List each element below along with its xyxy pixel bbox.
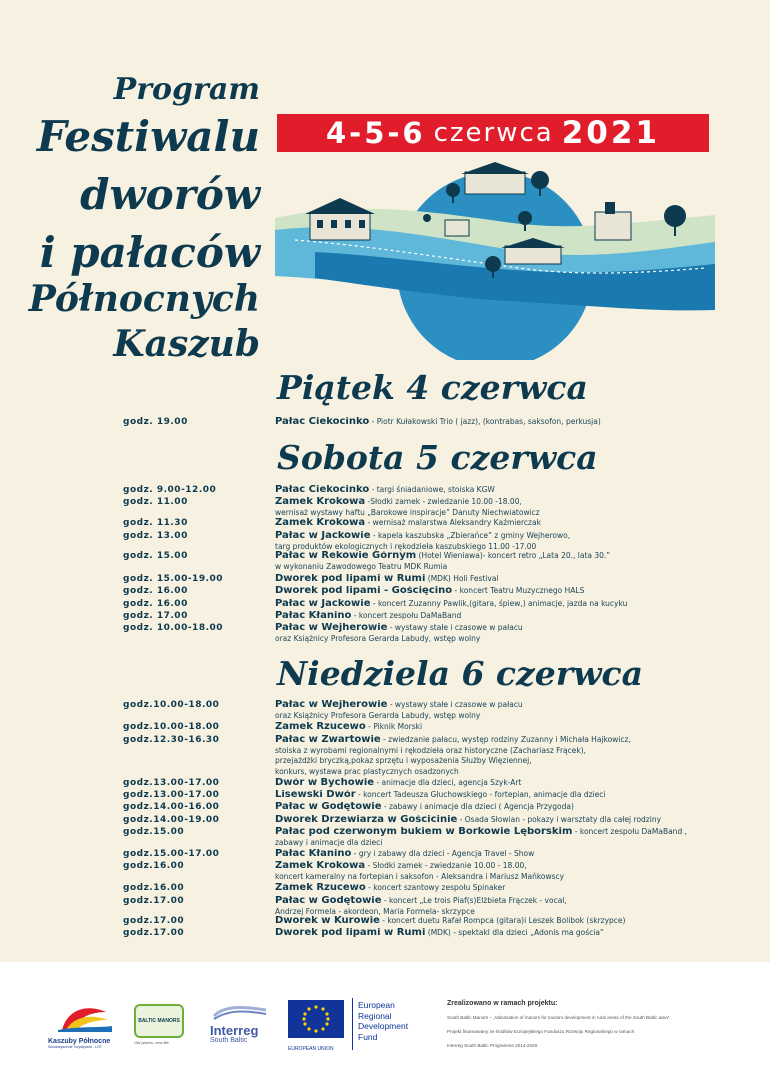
event-description: - Słodki zamek - zwiedzanie 10.00 - 18.00, [365, 861, 527, 870]
title-i-palacow: i pałaców [39, 228, 260, 277]
event-description-continued: koncert kameralny na fortepian i saksofon - Aleksandra i Mariusz Mańkowscy [275, 871, 565, 881]
event-entry [275, 574, 755, 585]
event-venue: Pałac w Rekowie Górnym [275, 551, 417, 561]
schedule-row [0, 722, 770, 733]
event-time: godz.13.00-17.00 [123, 790, 220, 800]
event-entry [275, 928, 755, 939]
kaszuby-logo-icon [48, 1000, 120, 1034]
event-time: godz.15.00-17.00 [123, 849, 220, 859]
event-venue: Dwór w Bychowie [275, 778, 375, 788]
event-time: godz. 11.00 [123, 497, 188, 507]
project-line1: South Baltic Manors – „Valorisation of manors for tourism development in rural areas of the South Baltic area”. [447, 1015, 671, 1020]
date-days: 4-5-6 [325, 116, 426, 150]
event-time: godz.17.00 [123, 916, 185, 926]
erdf-label: European Regional Development Fund [358, 1000, 409, 1042]
event-description: - koncert Zuzanny Pawlik,(gitara, śpiew,) animacje, jazda na kucyku [370, 599, 628, 608]
event-venue: Pałac Ciekocinko [275, 417, 370, 427]
event-description: - koncert „Le trois Piaf(s)Elżbieta Frączek - vocal, [381, 896, 567, 905]
event-description-continued: zabawy i animacje dla dzieci [275, 837, 383, 847]
date-year: 2021 [561, 115, 660, 151]
event-venue: Pałac w Wejherowie [275, 700, 388, 710]
event-description: - koncert szantowy zespołu Spinaker [365, 883, 506, 892]
event-time: godz.17.00 [123, 896, 185, 906]
schedule-row [0, 883, 770, 894]
schedule-row [0, 623, 770, 643]
schedule-row [0, 916, 770, 927]
schedule-row [0, 778, 770, 789]
title-program: Program [113, 72, 260, 107]
event-description: (MDK) - spektakl dla dzieci „Adonis ma gościa” [425, 928, 604, 937]
eu-flag-icon [288, 1000, 344, 1038]
event-time: godz.15.00 [123, 827, 185, 837]
event-time: godz. 13.00 [123, 531, 188, 541]
baltic-manors-tag: Old places, new life [134, 1040, 169, 1045]
event-description: - koncert duetu Rafał Rompca (gitara)i Leszek Bolibok (skrzypce) [379, 916, 626, 925]
event-time: godz.16.00 [123, 861, 185, 871]
event-entry [275, 531, 755, 552]
event-venue: Dworek pod lipami w Rumi [275, 574, 426, 584]
event-entry [275, 815, 755, 826]
footer [0, 962, 770, 1087]
event-time: godz.13.00-17.00 [123, 778, 220, 788]
date-month: czerwca [433, 118, 554, 148]
event-venue: Pałac w Godętowie [275, 802, 382, 812]
kaszuby-logo-sub: Stowarzyszenie Turystyczne - LOT [48, 1045, 103, 1049]
event-time: godz. 9.00-12.00 [123, 485, 217, 495]
project-line3: Interreg South Baltic Programme 2014-2020. [447, 1043, 539, 1048]
schedule-row [0, 531, 770, 551]
event-description: - Osada Słowian - pokazy i warsztaty dla całej rodziny [457, 815, 662, 824]
title-kaszub: Kaszub [113, 323, 260, 365]
event-time: godz.14.00-19.00 [123, 815, 220, 825]
interreg-name: Interreg [210, 1023, 259, 1038]
event-description: - koncert zespołu DaMaBand [351, 611, 462, 620]
baltic-manors-name: BALTIC MANORS [138, 1018, 180, 1024]
schedule-row [0, 497, 770, 517]
interreg-logo [210, 1004, 272, 1046]
event-entry [275, 586, 755, 597]
title-dworow: dworów [80, 170, 260, 219]
event-entry [275, 916, 755, 927]
baltic-manors-logo [134, 1004, 186, 1052]
event-venue: Zamek Rzucewo [275, 722, 366, 732]
event-description-continued: w wykonaniu Zawodowego Teatru MDK Rumia [275, 561, 448, 571]
event-venue: Pałac w Jackowie [275, 531, 371, 541]
event-entry [275, 861, 755, 882]
schedule-row [0, 928, 770, 939]
schedule-row [0, 815, 770, 826]
event-description-continued: wernisaż wystawy haftu „Barokowe inspiracje” Danuty Niechwiatowicz [275, 507, 540, 517]
event-venue: Lisewski Dwór [275, 790, 356, 800]
event-entry [275, 802, 755, 813]
event-description: - zwiedzanie pałacu, występ rodziny Zuzanny i Michała Hajkowicz, [380, 735, 631, 744]
day-heading-sunday: Niedziela 6 czerwca [277, 654, 643, 693]
title-festiwalu: Festiwalu [36, 112, 260, 161]
footer-divider [352, 998, 353, 1050]
schedule-row [0, 849, 770, 860]
event-entry [275, 611, 755, 622]
event-description-continued: przejażdżki bryczką,pokaz sprzętu i wyposażenia Służby Więziennej, [275, 756, 532, 766]
event-time: godz.10.00-18.00 [123, 700, 220, 710]
event-venue: Dworek Drzewiarza w Gościcinie [275, 815, 458, 825]
schedule-row [0, 574, 770, 585]
event-entry [275, 623, 755, 644]
event-description: - kapela kaszubska „Zbierańce” z gminy Wejherowo, [370, 531, 571, 540]
schedule-row [0, 802, 770, 813]
schedule-row [0, 599, 770, 610]
event-description: - wernisaż malarstwa Aleksandry Kaźmierczak [365, 518, 541, 527]
event-entry [275, 722, 755, 733]
event-description: -Słodki zamek - zwiedzanie 10.00 -18.00, [365, 497, 522, 506]
event-venue: Pałac w Godętowie [275, 896, 382, 906]
event-time: godz. 10.00-18.00 [123, 623, 224, 633]
interreg-sub: South Baltic [210, 1037, 248, 1044]
event-time: godz.12.30-16.30 [123, 735, 220, 745]
event-venue: Dworek pod lipami w Rumi [275, 928, 426, 938]
event-venue: Zamek Krokowa [275, 861, 366, 871]
event-venue: Pałac Ciekocinko [275, 485, 370, 495]
event-entry [275, 700, 755, 721]
event-entry [275, 849, 755, 860]
event-description: - wystawy stałe i czasowe w pałacu [387, 700, 523, 709]
schedule-row [0, 611, 770, 622]
interreg-wave-icon [210, 1004, 270, 1020]
schedule-row [0, 790, 770, 801]
event-description-continued: oraz Książnicy Profesora Gerarda Labudy, wstęp wolny [275, 633, 481, 643]
event-venue: Dworek w Kurowie [275, 916, 380, 926]
event-description: - zabawy i animacje dla dzieci ( Agencja Przygoda) [381, 802, 574, 811]
event-entry [275, 827, 755, 848]
event-entry [275, 518, 755, 529]
event-description: - wystawy stałe i czasowe w pałacu [387, 623, 523, 632]
manors-illustration [275, 160, 715, 360]
event-time: godz. 11.30 [123, 518, 188, 528]
event-description: - targi śniadaniowe, stoiska KGW [369, 485, 495, 494]
event-venue: Dworek pod lipami - Gościęcino [275, 586, 453, 596]
event-description: - koncert Tadeusza Głuchowskiego - fortepian, animacje dla dzieci [355, 790, 606, 799]
event-venue: Zamek Rzucewo [275, 883, 366, 893]
event-venue: Pałac w Wejherowie [275, 623, 388, 633]
event-entry [275, 778, 755, 789]
schedule-row [0, 485, 770, 496]
event-description-continued: konkurs, wystawa prac plastycznych osadzonych [275, 766, 459, 776]
event-entry [275, 896, 755, 917]
event-time: godz. 15.00 [123, 551, 188, 561]
schedule-row [0, 518, 770, 529]
event-description: - animacje dla dzieci, agencja Szyk-Art [374, 778, 522, 787]
event-time: godz. 16.00 [123, 586, 188, 596]
event-description: - koncert Teatru Muzycznego HALS [452, 586, 585, 595]
schedule-row [0, 700, 770, 720]
project-heading: Zrealizowano w ramach projektu: [447, 1000, 558, 1007]
event-time: godz.10.00-18.00 [123, 722, 220, 732]
eu-label: EUROPEAN UNION [288, 1046, 334, 1052]
schedule-row [0, 417, 770, 428]
day-heading-friday: Piątek 4 czerwca [277, 368, 588, 407]
event-description-continued: stoiska z wyrobami regionalnymi i rękodzieła oraz historyczne (Zachariasz Frącek), [275, 745, 587, 755]
schedule-row [0, 551, 770, 571]
event-description-continued: targ produktów ekologicznych i rękodzieła kaszubskiego 11.00 -17.00 [275, 541, 537, 551]
project-line2: Projekt finansowany ze środków Europejskiego Funduszu Rozwoju Regionalnego w ramach [447, 1029, 635, 1034]
event-entry [275, 497, 755, 518]
project-info [447, 1000, 757, 1048]
event-description: - gry i zabawy dla dzieci - Agencja Travel - Show [351, 849, 535, 858]
schedule-row [0, 861, 770, 881]
event-description: (Hotel Wieniawa)- koncert retro „Lata 20., lata 30.” [416, 551, 611, 560]
schedule-row [0, 586, 770, 597]
title-polnocnych: Północnych [28, 278, 260, 320]
schedule-row [0, 735, 770, 776]
schedule-row [0, 827, 770, 847]
event-time: godz. 15.00-19.00 [123, 574, 224, 584]
day-heading-saturday: Sobota 5 czerwca [277, 438, 598, 477]
date-banner [277, 114, 709, 152]
event-entry [275, 883, 755, 894]
schedule-row [0, 896, 770, 916]
event-venue: Pałac w Zwartowie [275, 735, 381, 745]
event-time: godz.16.00 [123, 883, 185, 893]
event-description: - koncert zespołu DaMaBand , [572, 827, 687, 836]
event-description: - Piknik Morski [365, 722, 423, 731]
kaszuby-logo [48, 1000, 120, 1056]
event-time: godz. 19.00 [123, 417, 188, 427]
event-venue: Pałac w Jackowie [275, 599, 371, 609]
event-description: (MDK) Holi Festival [425, 574, 499, 583]
event-entry [275, 417, 755, 428]
event-venue: Zamek Krokowa [275, 497, 366, 507]
event-entry [275, 735, 755, 777]
event-time: godz. 16.00 [123, 599, 188, 609]
event-entry [275, 790, 755, 801]
event-entry [275, 599, 755, 610]
event-entry [275, 551, 755, 572]
event-description-continued: Andrzej Formela - akordeon, Maria Formela- skrzypce [275, 906, 475, 916]
event-description-continued: oraz Książnicy Profesora Gerarda Labudy, wstęp wolny [275, 710, 481, 720]
event-venue: Zamek Krokowa [275, 518, 366, 528]
event-venue: Pałac Kłanino [275, 849, 352, 859]
kaszuby-logo-name: Kaszuby Północne [48, 1038, 111, 1045]
event-entry [275, 485, 755, 496]
event-venue: Pałac Kłanino [275, 611, 352, 621]
event-venue: Pałac pod czerwonym bukiem w Borkowie Lęborskim [275, 827, 573, 837]
eu-logo [288, 1000, 346, 1052]
event-time: godz. 17.00 [123, 611, 188, 621]
event-description: - Piotr Kułakowski Trio ( jazz), (kontrabas, saksofon, perkusja) [369, 417, 601, 426]
event-time: godz.14.00-16.00 [123, 802, 220, 812]
event-time: godz.17.00 [123, 928, 185, 938]
